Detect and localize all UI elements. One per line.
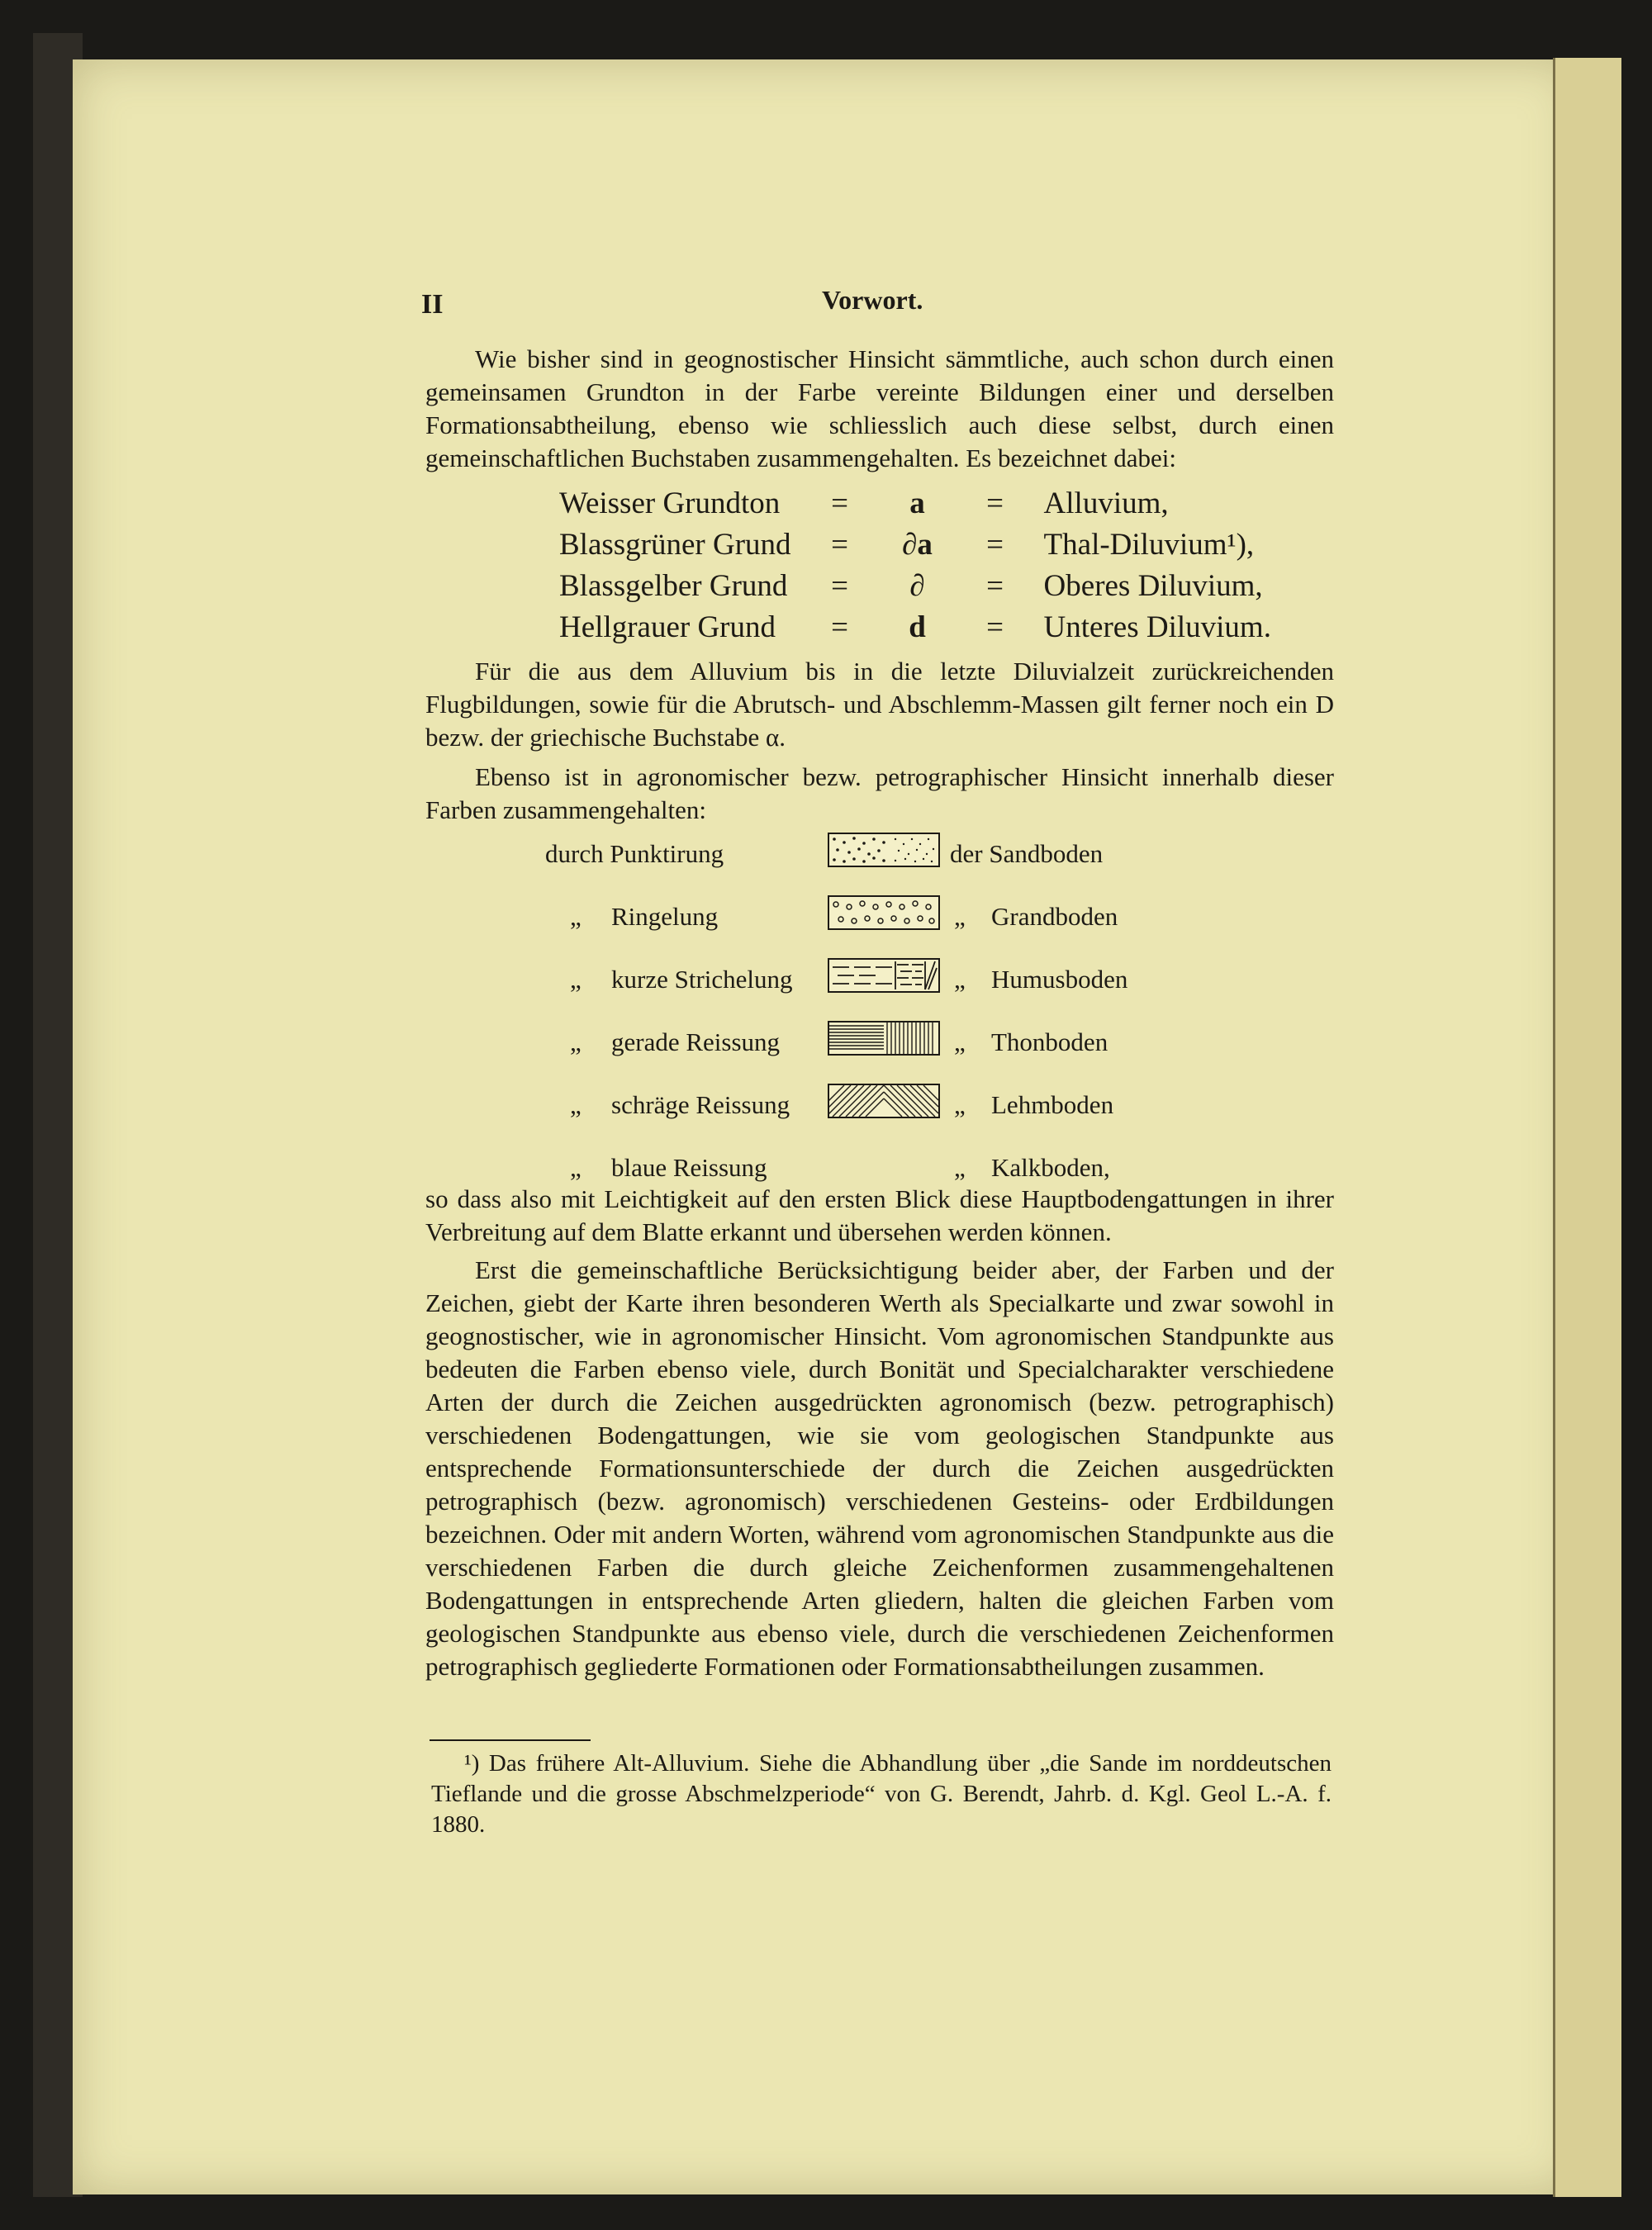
rings-icon	[829, 897, 938, 928]
oblique-hatch-swatch	[828, 1084, 940, 1118]
formation-label: Alluvium,	[1043, 486, 1169, 520]
soil-type-label: der Sandboden	[950, 839, 1104, 868]
soil-sign-label: durch Punktirung	[545, 839, 724, 868]
straight-hatch-swatch	[828, 1021, 940, 1056]
formation-label: Oberes Diluvium,	[1043, 569, 1263, 603]
equals-sign: =	[986, 569, 1004, 603]
soil-type-label: Kalkboden,	[991, 1153, 1110, 1182]
ground-label: Blassgelber Grund	[559, 569, 788, 603]
soil-pattern-legend	[529, 833, 1156, 1209]
ditto-mark: „	[570, 902, 582, 931]
soil-sign-label: gerade Reissung	[611, 1027, 781, 1056]
soil-type-label: Humusboden	[991, 965, 1128, 994]
footnote-text: ¹) Das frühere Alt-Alluvium. Siehe die Abhandlung über „die Sande im norddeutschen Tieflande und die grosse Abschmelzperiode“ von G. Berendt, Jahrb. d. Kgl. Geol L.-A. f. 1880.	[431, 1750, 1332, 1838]
ground-label: Blassgrüner Grund	[559, 528, 791, 562]
soil-row	[529, 833, 1156, 895]
color-code-row	[549, 483, 1281, 524]
soil-sign-label: kurze Strichelung	[611, 965, 793, 994]
paragraph-berucksichtigung-text: Erst die gemeinschaftliche Berücksichtigung beider aber, der Farben und der Zeichen, giebt der Karte ihren besonderen Werth als Specialkarte und zwar sowohl in geognostischer, wie in agronomischer Hinsicht. Vom agronomischen Standpunkte aus bedeuten die Farben ebenso viele, durch Bonität und Specialcharakter verschiedene Arten der durch die Zeichen ausgedrückten agronomisch (bezw. petrographisch) verschiedenen Bodengattungen, wie sie vom geologischen Standpunkte aus entsprechende Formationsunterschiede der durch die Zeichen ausgedrückten petrographisch (bezw. agronomisch) verschiedenen Gesteins- oder Erdbildungen bezeichnen. Oder mit andern Worten, während vom agronomischen Standpunkte aus die verschiedenen Farben die durch gleiche Zeichenformen zusammengehaltenen Bodengattungen in entsprechende Arten gliedern, halten die gleichen Farben vom geologischen Standpunkte aus ebenso viele, durch die verschiedenen Zeichenformen petrographisch gegliederte Formationen oder Formationsabtheilungen zusammen.	[425, 1255, 1334, 1681]
straight-hatch-icon	[829, 1022, 938, 1054]
soil-type-label: Thonboden	[991, 1027, 1108, 1056]
ground-label: Weisser Grundton	[559, 486, 781, 520]
soil-row	[529, 1084, 1156, 1146]
color-code-row	[549, 566, 1281, 607]
color-code-row	[549, 524, 1281, 566]
ring-pattern-swatch	[828, 895, 940, 930]
ditto-mark: „	[570, 1153, 582, 1182]
ditto-mark: „	[954, 965, 966, 994]
soil-type-label: Lehmboden	[991, 1090, 1114, 1119]
paragraph-leichtigkeit	[425, 1183, 1334, 1249]
footnote	[431, 1748, 1332, 1840]
soil-sign-label: blaue Reissung	[611, 1153, 767, 1182]
letter-code: d	[909, 610, 926, 644]
equals-sign: =	[986, 610, 1004, 644]
soil-row	[529, 958, 1156, 1021]
equals-sign: =	[831, 610, 848, 644]
soil-sign-label: Ringelung	[611, 902, 719, 931]
page-number: II	[421, 289, 444, 320]
letter-code: ∂	[909, 569, 925, 603]
dash-pattern-swatch	[828, 958, 940, 993]
ditto-mark: „	[954, 1090, 966, 1119]
paragraph-agronomisch	[425, 761, 1334, 827]
letter-code: a	[909, 486, 925, 520]
paragraph-leichtigkeit-text: so dass also mit Leichtigkeit auf den ersten Blick diese Hauptbodengattungen in ihrer Verbreitung auf dem Blatte erkannt und übersehen werden können.	[425, 1184, 1334, 1246]
paragraph-berucksichtigung	[425, 1254, 1334, 1683]
equals-sign: =	[831, 569, 848, 603]
equals-sign: =	[986, 528, 1004, 562]
soil-row	[529, 1021, 1156, 1084]
equals-sign: =	[986, 486, 1004, 520]
color-code-table	[549, 483, 1281, 648]
ground-label: Hellgrauer Grund	[559, 610, 776, 644]
oblique-hatch-icon	[829, 1085, 938, 1117]
page-title: Vorwort.	[822, 285, 923, 315]
paragraph-flugbildungen-text: Für die aus dem Alluvium bis in die letzte Diluvialzeit zurückreichenden Flugbildungen, sowie für die Abrutsch- und Abschlemm-Massen gilt ferner noch ein D bezw. der griechische Buchstabe α.	[425, 657, 1334, 752]
dotted-pattern-swatch	[828, 833, 940, 867]
paragraph-flugbildungen	[425, 655, 1334, 754]
soil-type-label: Grandboden	[991, 902, 1118, 931]
ditto-mark: „	[954, 902, 966, 931]
ditto-mark: „	[570, 965, 582, 994]
ditto-mark: „	[954, 1153, 966, 1182]
paragraph-intro	[425, 343, 1334, 475]
equals-sign: =	[831, 528, 848, 562]
paragraph-intro-text: Wie bisher sind in geognostischer Hinsicht sämmtliche, auch schon durch einen gemeinsamen Grundton in der Farbe vereinte Bildungen einer und derselben Formationsabtheilung, ebenso wie schliesslich auch diese selbst, durch einen gemeinschaftlichen Buchstaben zusammengehalten. Es bezeichnet dabei:	[425, 344, 1334, 472]
formation-label: Unteres Diluvium.	[1043, 610, 1271, 644]
ditto-mark: „	[570, 1027, 582, 1056]
ditto-mark: „	[570, 1090, 582, 1119]
ditto-mark: „	[954, 1027, 966, 1056]
soil-row	[529, 895, 1156, 958]
footnote-rule	[430, 1739, 591, 1741]
soil-sign-label: schräge Reissung	[611, 1090, 790, 1119]
paragraph-agronomisch-text: Ebenso ist in agronomischer bezw. petrographischer Hinsicht innerhalb dieser Farben zusammengehalten:	[425, 762, 1334, 824]
dots-icon	[829, 834, 938, 866]
dashes-icon	[829, 960, 938, 991]
equals-sign: =	[831, 486, 848, 520]
color-code-row	[549, 607, 1281, 648]
formation-label: Thal-Diluvium¹),	[1043, 528, 1255, 562]
letter-code: ∂a	[902, 528, 933, 562]
